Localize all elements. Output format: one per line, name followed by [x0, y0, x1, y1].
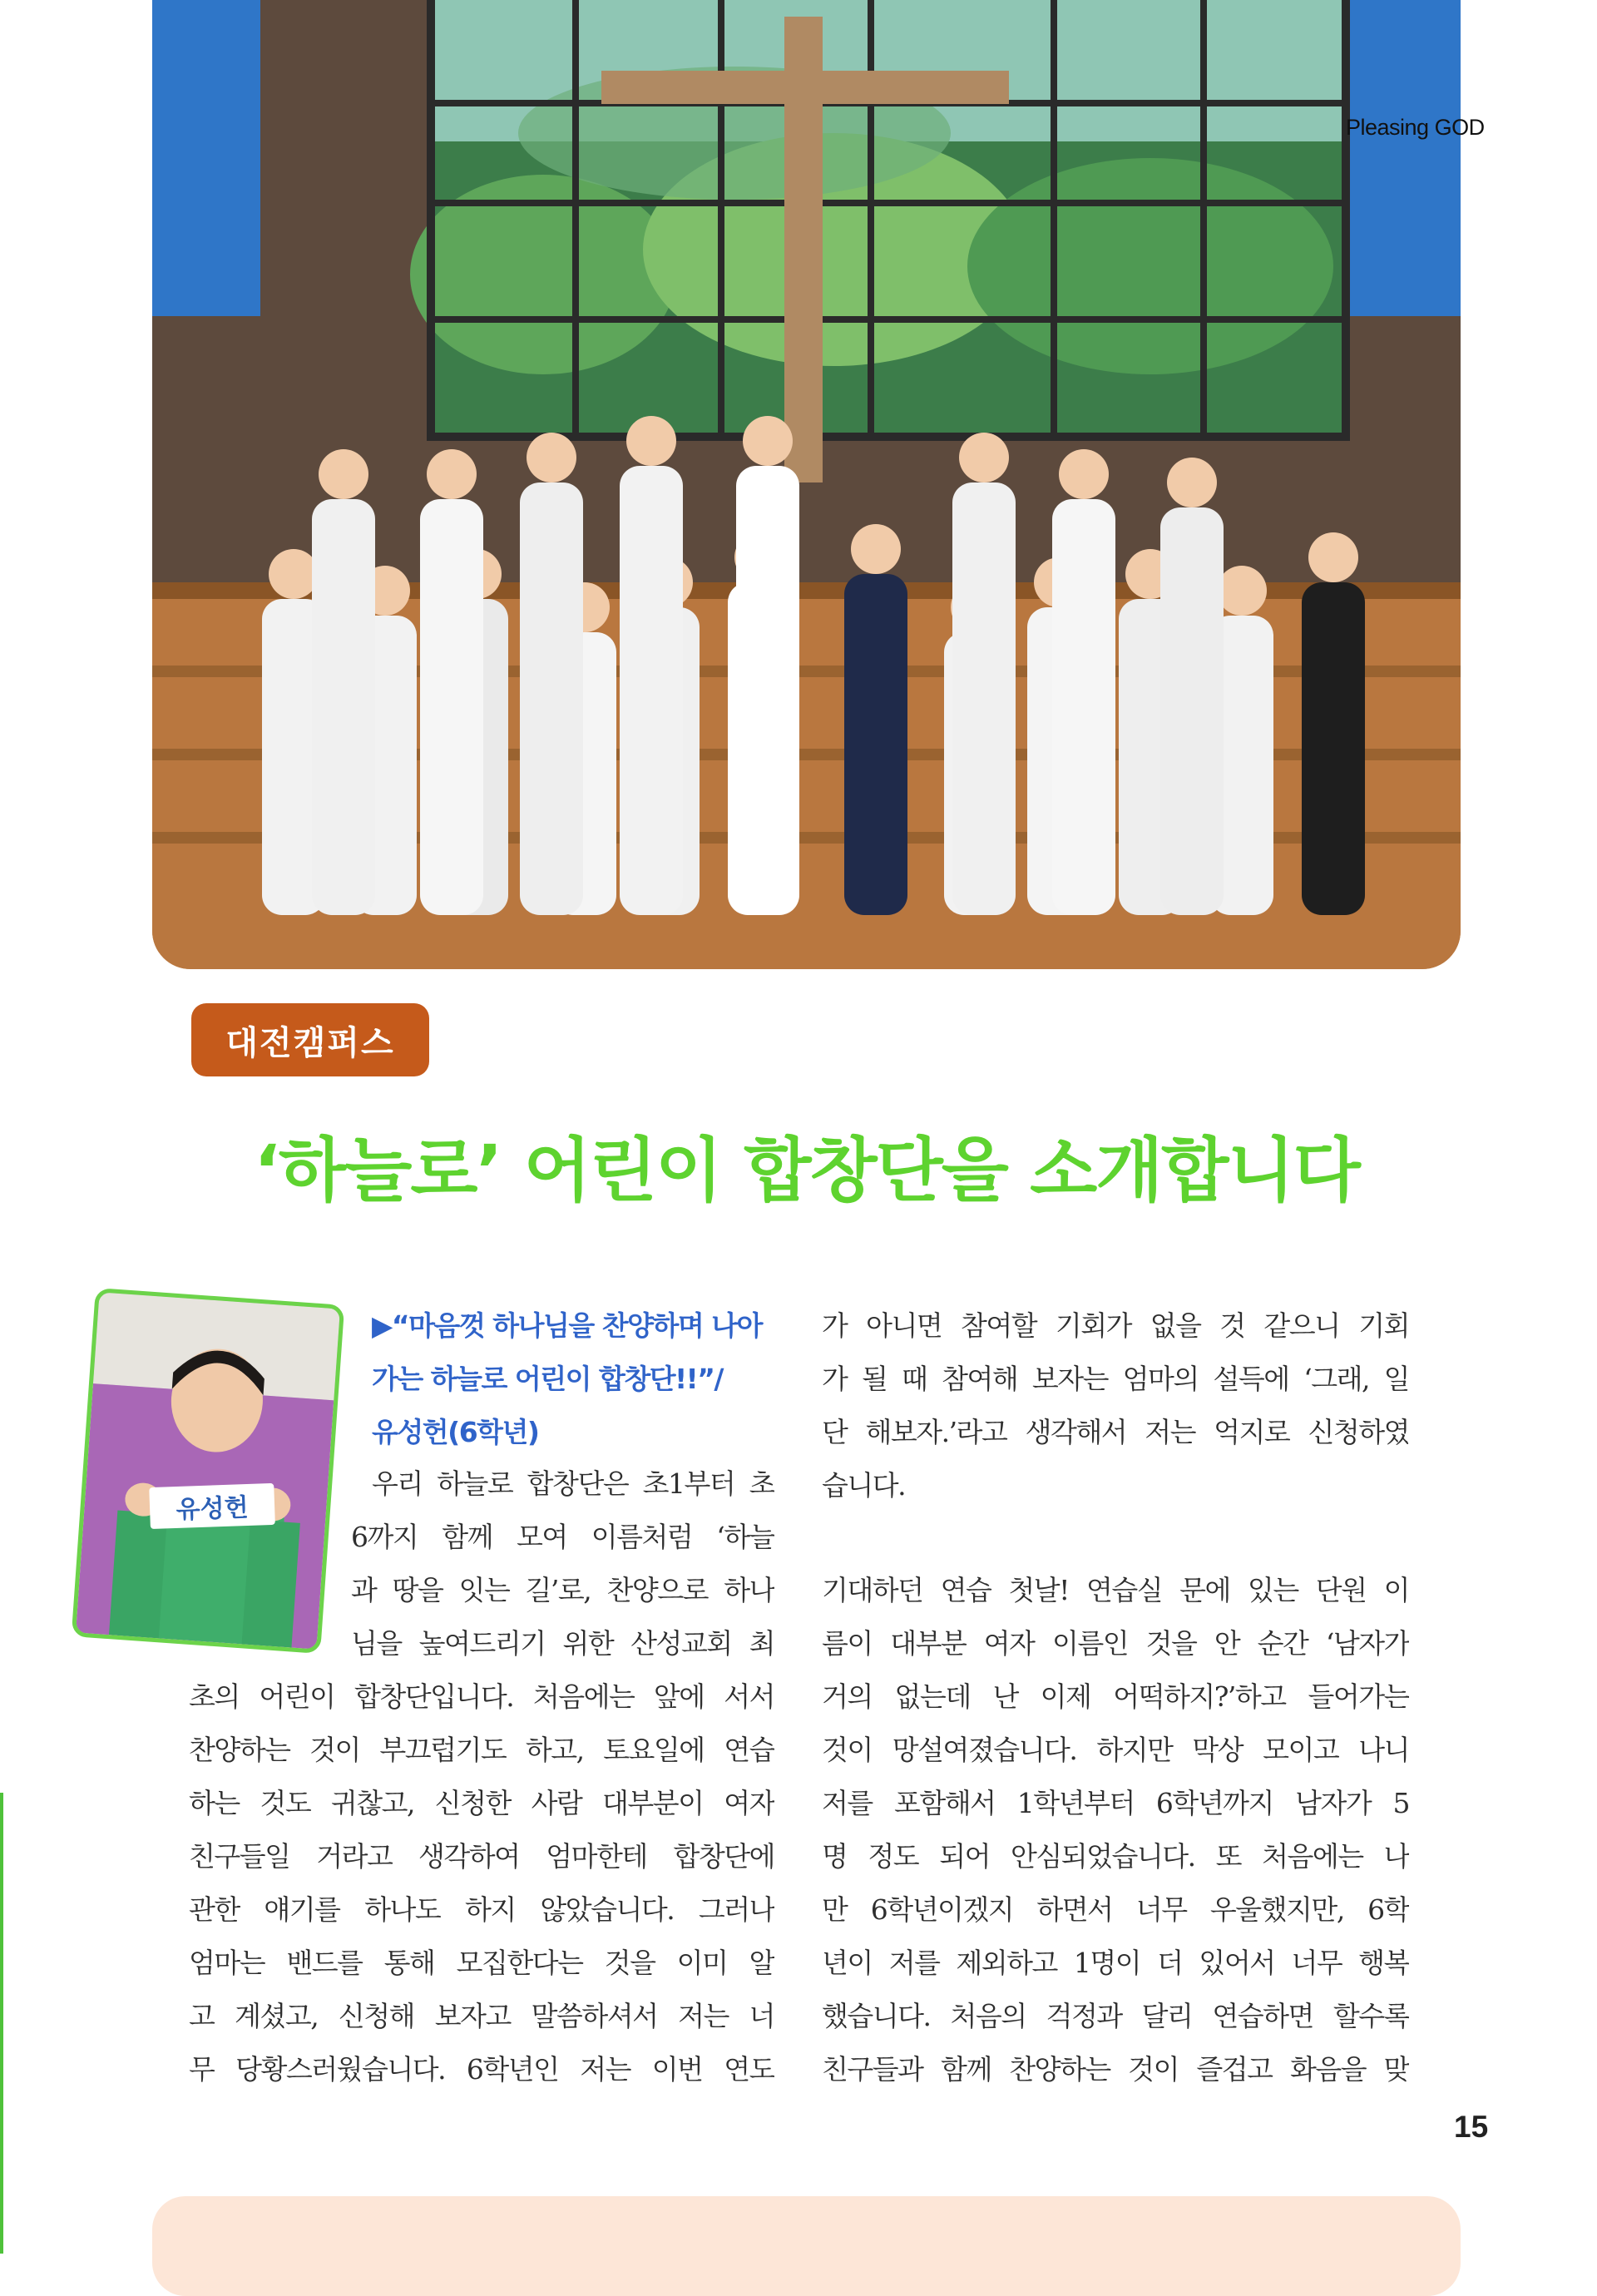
- choir-member-head: [1308, 532, 1358, 582]
- choir-member-figure: [1052, 499, 1115, 915]
- article-lead: [372, 1299, 789, 1459]
- body-line: 관한 얘기를 하나도 하지 않았습니다. 그러나: [189, 1893, 774, 1926]
- body-line: 과 땅을 잇는 길’로, 찬양으로 하나: [351, 1574, 774, 1606]
- body-line: 것이 망설여졌습니다. 하지만 막상 모이고 나니: [822, 1734, 1409, 1766]
- body-line: 거의 없는데 난 이제 어떡하지?’하고 들어가는: [822, 1680, 1409, 1713]
- choir-member-head: [1167, 458, 1217, 507]
- lead-line: 유성헌(6학년): [372, 1416, 539, 1448]
- choir-member-figure: [312, 499, 375, 915]
- campus-badge: 대전캠퍼스: [191, 1003, 429, 1076]
- body-line: 습니다.: [822, 1469, 906, 1502]
- choir-member-figure: [1302, 582, 1365, 915]
- body-line: 했습니다. 처음의 걱정과 달리 연습하면 할수록: [822, 2000, 1409, 2032]
- choir-member-head: [527, 433, 576, 482]
- choir-member-figure: [952, 482, 1016, 915]
- choir-member-head: [427, 449, 477, 499]
- running-head: Pleasing GOD: [1346, 115, 1485, 140]
- body-line: 단 해보자.’라고 생각해서 저는 억지로 신청하였: [822, 1416, 1409, 1448]
- body-line: 가 될 때 참여해 보자는 엄마의 설득에 ‘그래, 일: [822, 1363, 1409, 1395]
- choir-group-photo: [152, 0, 1461, 969]
- article-title: ‘하늘로’ 어린이 합창단을 소개합니다: [254, 1130, 1359, 1211]
- body-line: 초의 어린이 합창단입니다. 처음에는 앞에 서서: [189, 1680, 774, 1713]
- body-line: 명 정도 되어 안심되었습니다. 또 처음에는 나: [822, 1840, 1409, 1873]
- body-line: 님을 높여드리기 위한 산성교회 최: [351, 1627, 774, 1660]
- next-section-box: [152, 2196, 1461, 2296]
- author-photo-illustration: [76, 1292, 340, 1649]
- choir-member-figure: [620, 466, 683, 915]
- choir-member-head: [1059, 449, 1109, 499]
- choir-photo-illustration: [152, 0, 1461, 969]
- choir-member-head: [1217, 566, 1267, 616]
- left-margin-rule: [0, 1793, 3, 2254]
- body-line: 엄마는 밴드를 통해 모집한다는 것을 이미 알: [189, 1947, 774, 1979]
- body-line: 무 당황스러웠습니다. 6학년인 저는 이번 연도: [189, 2053, 774, 2086]
- body-line: 친구들일 거라고 생각하여 엄마한테 합창단에: [189, 1840, 774, 1873]
- lead-line: 가는 하늘로 어린이 합창단!!”/: [372, 1363, 723, 1395]
- choir-member-figure: [736, 466, 799, 915]
- author-name-card: 유성헌: [149, 1483, 275, 1529]
- choir-member-figure: [844, 574, 907, 915]
- body-line: 하는 것도 귀찮고, 신청한 사람 대부분이 여자: [189, 1787, 774, 1819]
- body-line: 고 계셨고, 신청해 보자고 말씀하셔서 저는 너: [189, 2000, 774, 2032]
- body-line: 찬양하는 것이 부끄럽기도 하고, 토요일에 연습: [189, 1734, 774, 1766]
- body-line: 친구들과 함께 찬양하는 것이 즐겁고 화음을 맞: [822, 2053, 1409, 2086]
- body-line: 우리 하늘로 합창단은 초1부터 초: [372, 1467, 774, 1500]
- body-line: 년이 저를 제외하고 1명이 더 있어서 너무 행복: [822, 1947, 1409, 1979]
- choir-member-head: [269, 549, 319, 599]
- choir-member-head: [626, 416, 676, 466]
- body-line: 기대하던 연습 첫날! 연습실 문에 있는 단원 이: [822, 1574, 1409, 1606]
- choir-member-figure: [1160, 507, 1224, 915]
- choir-member-head: [319, 449, 368, 499]
- body-line: 만 6학년이겠지 하면서 너무 우울했지만, 6학: [822, 1893, 1409, 1926]
- body-line: 가 아니면 참여할 기회가 없을 것 같으니 기회: [822, 1309, 1409, 1342]
- body-line: 름이 대부분 여자 이름인 것을 안 순간 ‘남자가: [822, 1627, 1409, 1660]
- choir-member-figure: [520, 482, 583, 915]
- choir-member-head: [851, 524, 901, 574]
- choir-member-head: [743, 416, 793, 466]
- choir-member-head: [959, 433, 1009, 482]
- body-line: 6까지 함께 모여 이름처럼 ‘하늘: [351, 1521, 774, 1553]
- body-line: 저를 포함해서 1학년부터 6학년까지 남자가 5: [822, 1787, 1409, 1819]
- page-number: 15: [1454, 2110, 1489, 2144]
- lead-line: ▶“마음껏 하나님을 찬양하며 나아: [372, 1309, 762, 1342]
- author-photo: [72, 1288, 345, 1654]
- choir-member-figure: [420, 499, 483, 915]
